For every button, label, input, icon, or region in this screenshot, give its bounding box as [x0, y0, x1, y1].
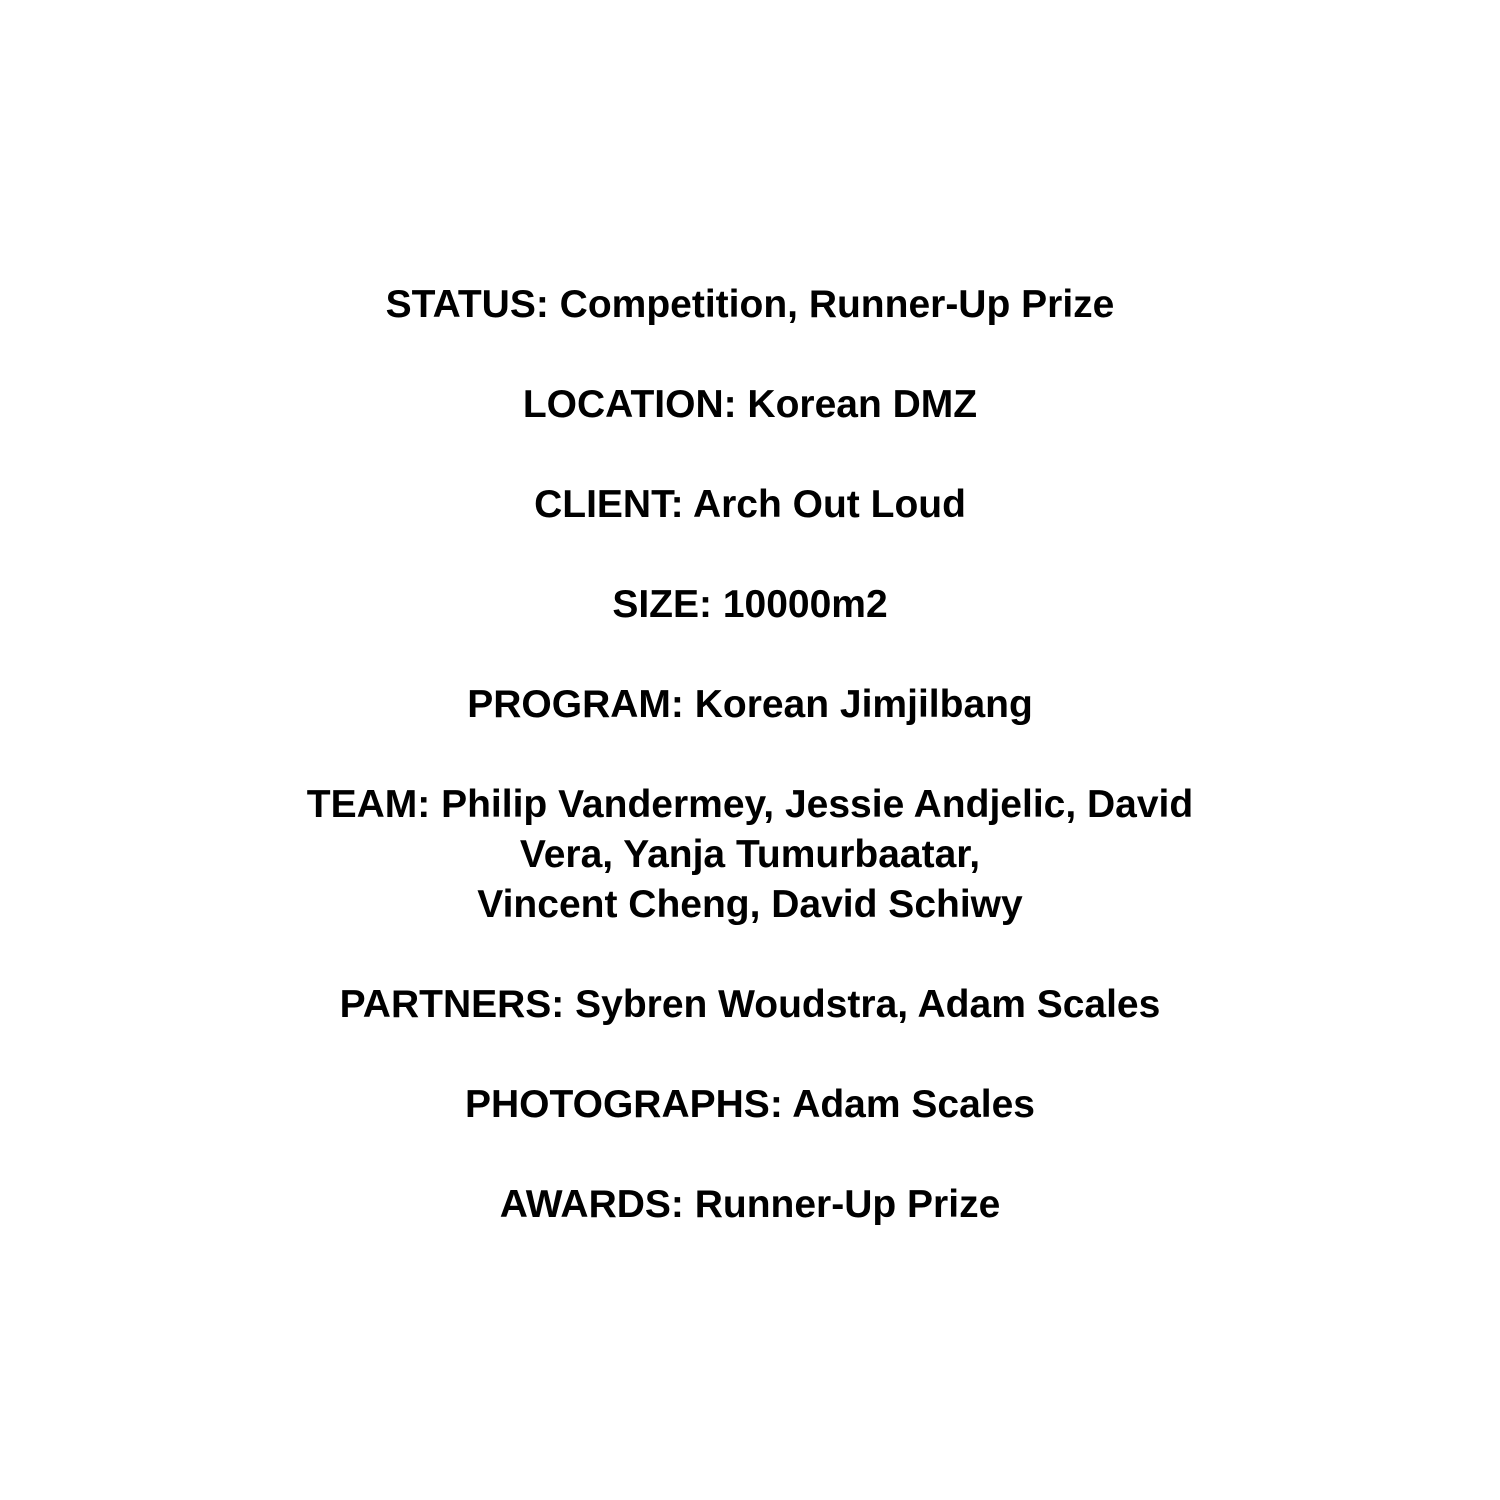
awards-line: AWARDS: Runner-Up Prize: [499, 1183, 1001, 1226]
team-line-3: Vincent Cheng, David Schiwy: [477, 883, 1023, 926]
size-line: SIZE: 10000m2: [612, 583, 888, 626]
partners-line: PARTNERS: Sybren Woudstra, Adam Scales: [339, 983, 1161, 1026]
status-line: STATUS: Competition, Runner-Up Prize: [385, 283, 1115, 326]
project-info-sheet: [0, 280, 1500, 1280]
team-block: [0, 780, 1500, 930]
photographs-line: PHOTOGRAPHS: Adam Scales: [465, 1083, 1035, 1126]
team-line-1: TEAM: Philip Vandermey, Jessie Andjelic, David: [306, 783, 1194, 826]
team-line-2: Vera, Yanja Tumurbaatar,: [519, 833, 981, 876]
location-line: LOCATION: Korean DMZ: [522, 383, 978, 426]
program-line: PROGRAM: Korean Jimjilbang: [467, 683, 1033, 726]
client-line: CLIENT: Arch Out Loud: [534, 483, 966, 526]
